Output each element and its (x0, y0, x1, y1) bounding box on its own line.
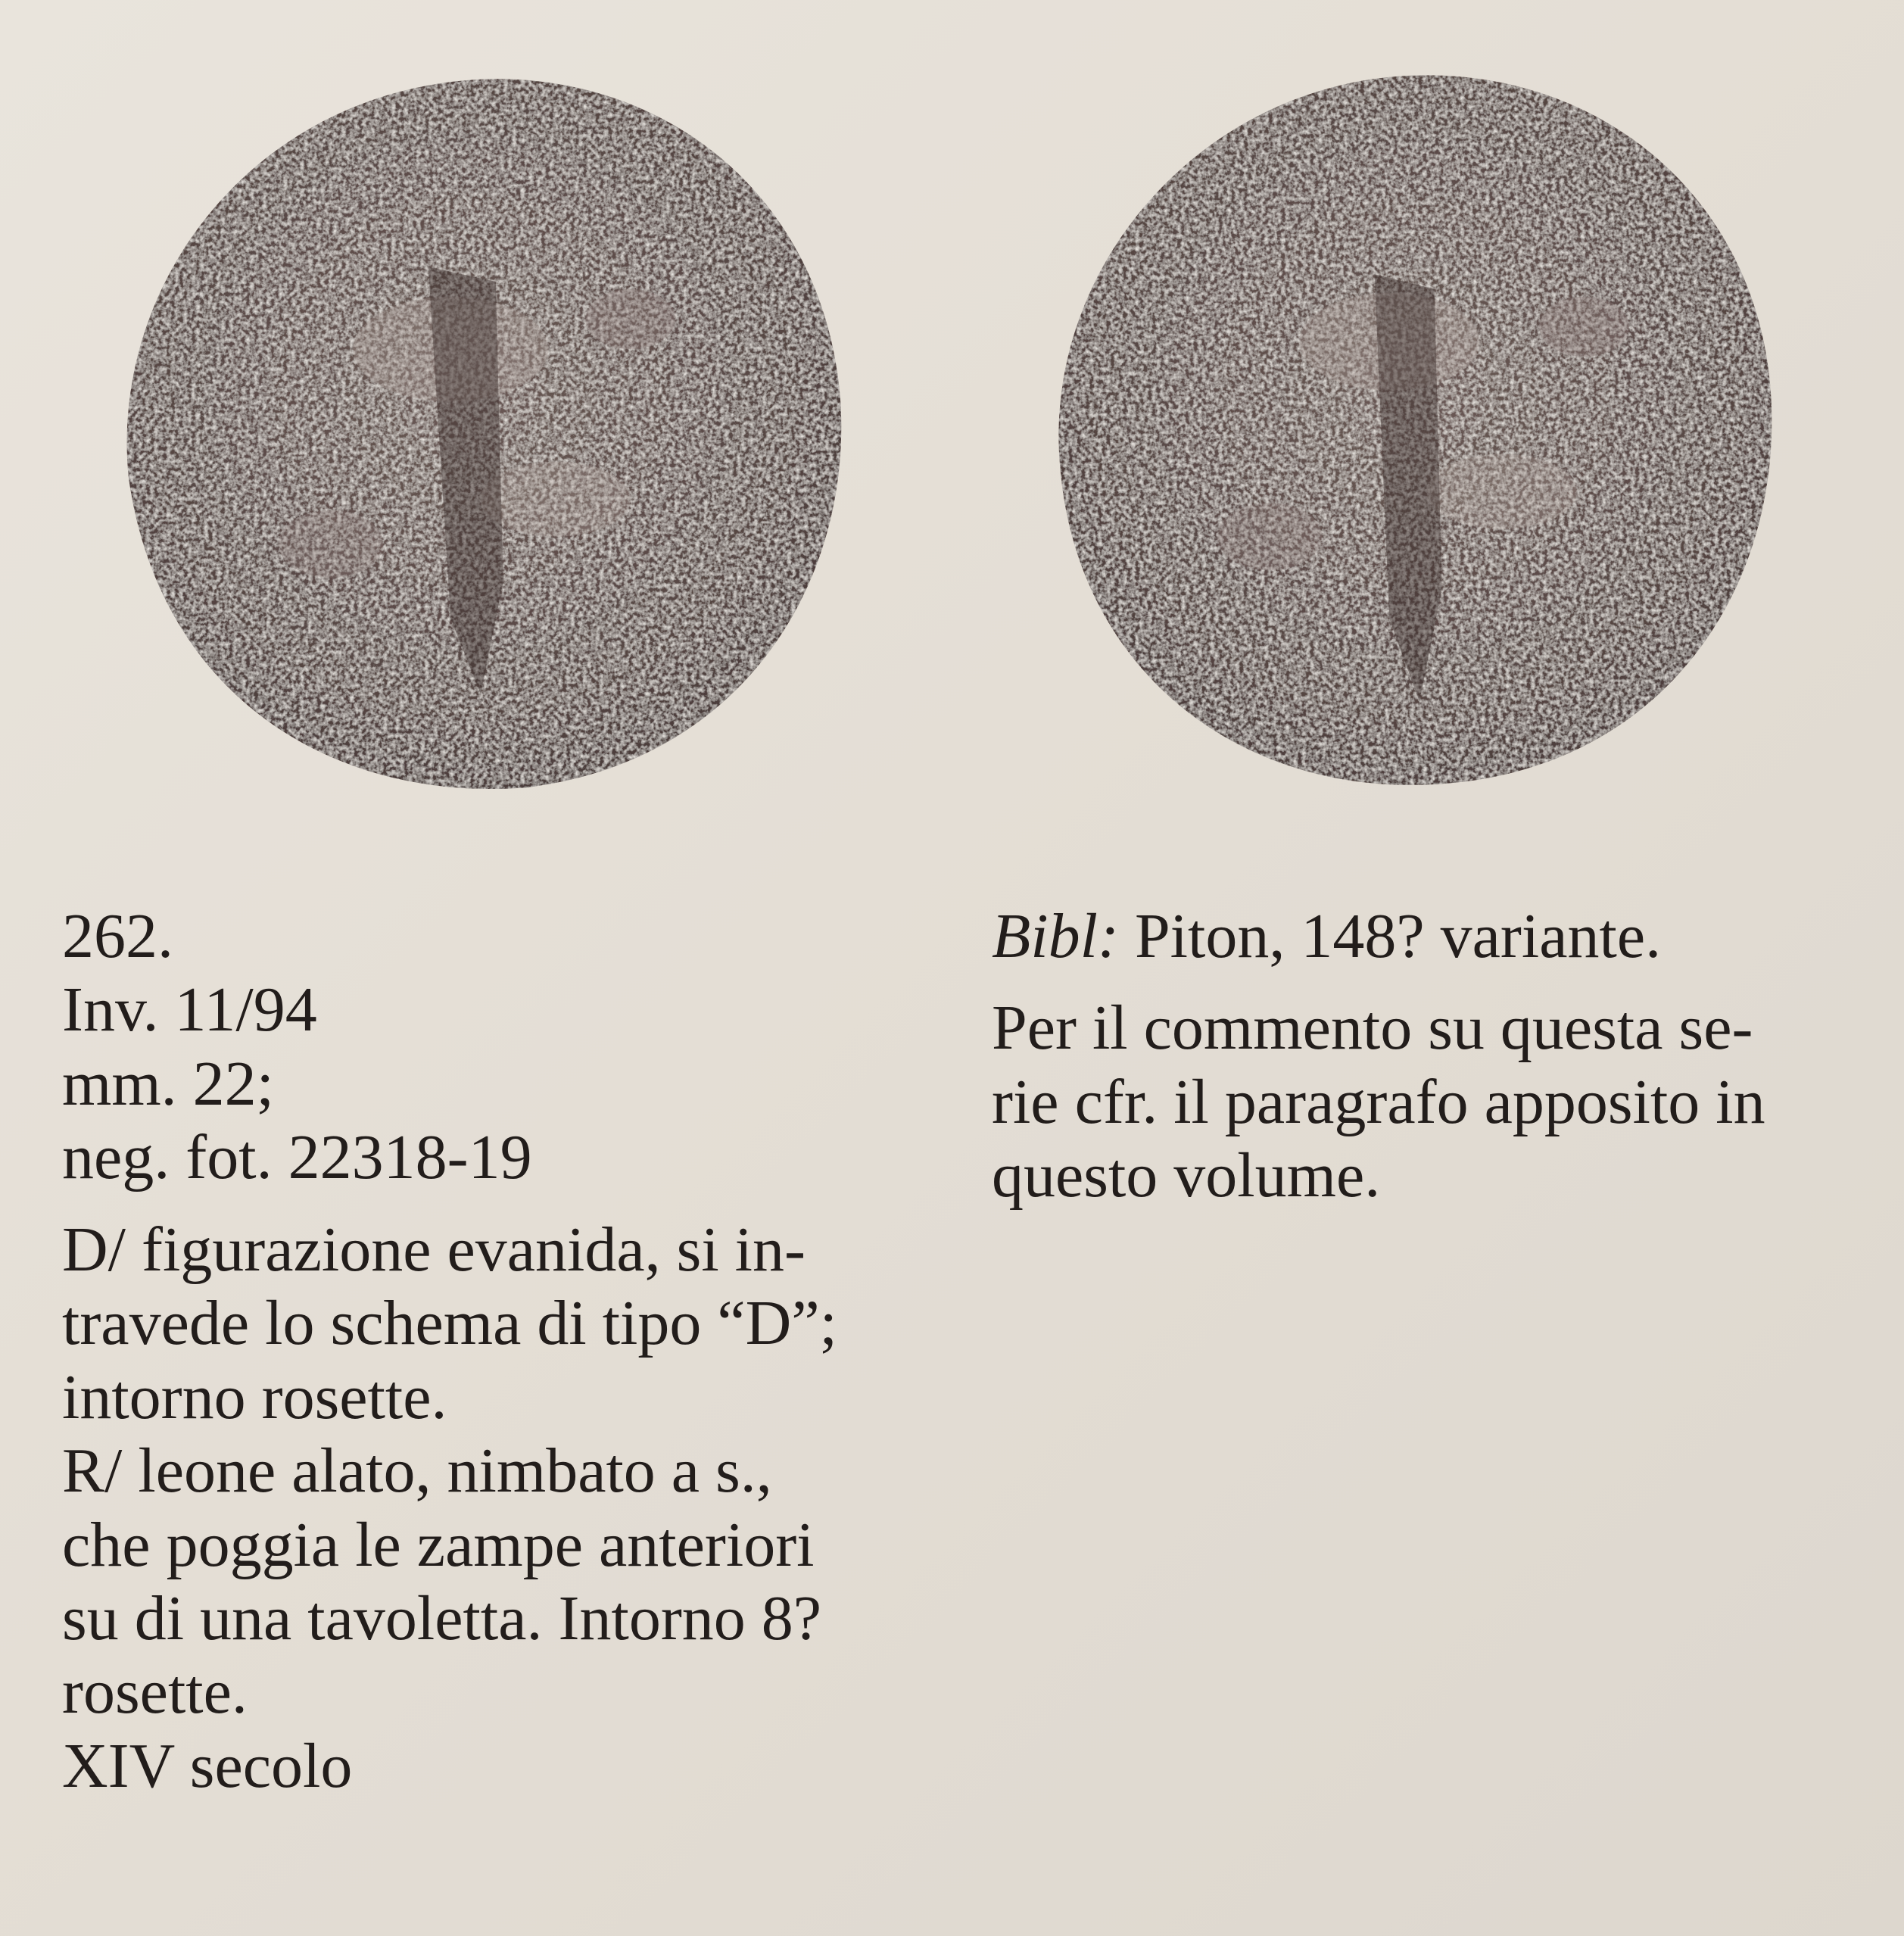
coin-obverse-image (106, 57, 855, 806)
coin-diameter: mm. 22; (62, 1048, 275, 1119)
reverse-line: che poggia le zampe anteriori (62, 1509, 815, 1580)
bibliography (992, 899, 1870, 973)
reverse-description (62, 1434, 993, 1729)
bibliography-label: Bibl: (992, 901, 1119, 971)
comment-line: questo volume. (992, 1140, 1381, 1211)
obverse-line: intorno rosette. (62, 1361, 447, 1433)
coin-obverse-photo (106, 57, 855, 806)
comment-line: Per il commento su questa se- (992, 993, 1753, 1064)
inventory-number: Inv. 11/94 (62, 974, 317, 1046)
coin-reverse-image (1037, 57, 1787, 806)
obverse-line: D/ figurazione evanida, si in- (62, 1214, 806, 1285)
obverse-description (62, 1213, 993, 1434)
obverse-line: travede lo schema di tipo “D”; (62, 1288, 837, 1359)
comment-paragraph (992, 991, 1870, 1212)
bibliography-text: Piton, 148? variante. (1118, 901, 1662, 971)
reverse-line: su di una tavoletta. Intorno 8? (62, 1582, 822, 1654)
reverse-line: R/ leone alato, nimbato a s., (62, 1436, 772, 1507)
coin-reverse-photo (1037, 57, 1787, 806)
reverse-line: rosette. (62, 1657, 248, 1728)
dating: XIV secolo (62, 1730, 353, 1801)
catalog-entry (62, 899, 993, 1803)
comment-line: rie cfr. il paragrafo apposito in (992, 1066, 1765, 1137)
catalog-number: 262. (62, 901, 173, 971)
commentary (992, 899, 1870, 1213)
photo-negative: neg. fot. 22318-19 (62, 1122, 532, 1193)
